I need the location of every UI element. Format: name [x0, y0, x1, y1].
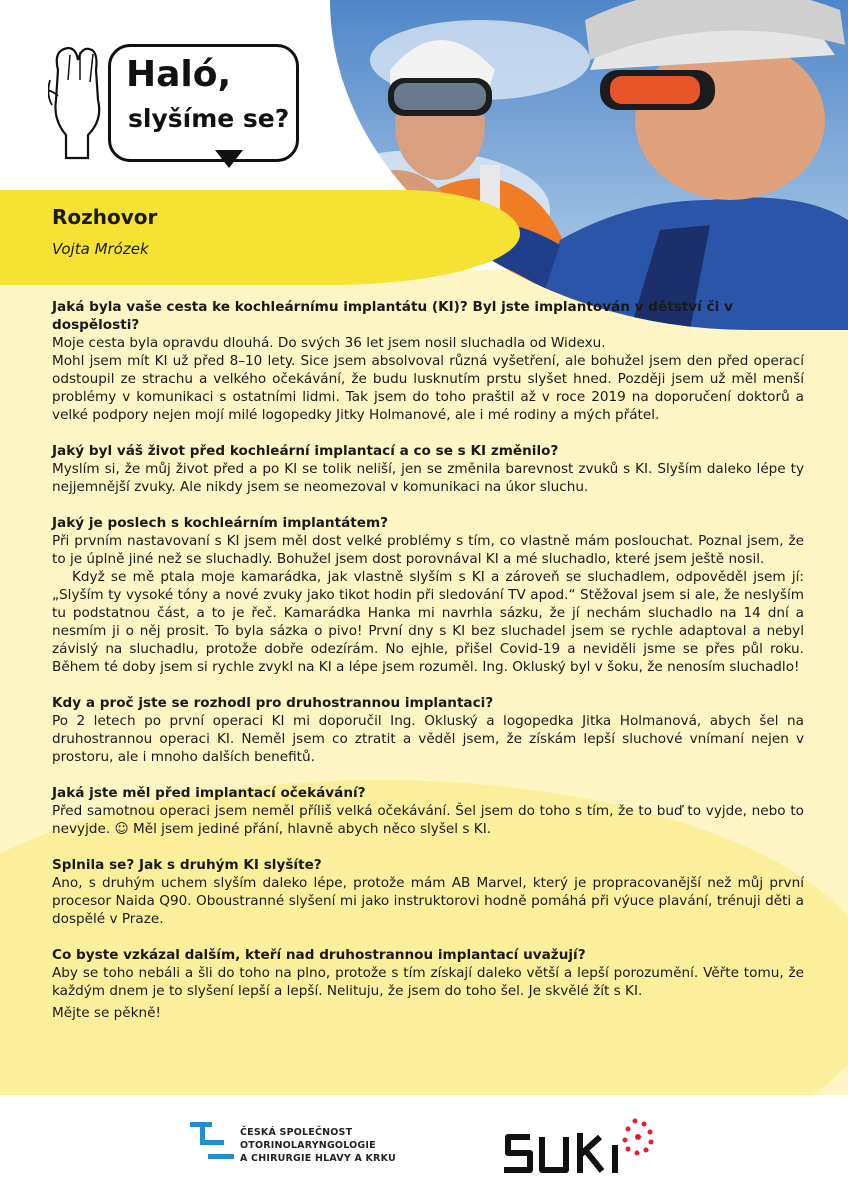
footer — [0, 1095, 848, 1200]
author-name: Vojta Mrózek — [52, 240, 149, 258]
speech-bubble-tail — [215, 150, 243, 168]
section-title: Rozhovor — [52, 205, 158, 229]
qa-block — [52, 856, 804, 928]
csl-logo-icon — [190, 1120, 234, 1162]
qa-block — [52, 946, 804, 1000]
answer-paragraph: Po 2 letech po první operaci KI mi doporučil Ing. Okluský a logopedka Jitka Holmanová, abych šel na druhostrannou operaci KI. Neměl jsem co ztratit a věděl jsem, že získám lepší sluchové vnímaní nejen v prostoru, ale i mnoho dalších benefitů. — [52, 713, 804, 765]
closing-line: Mějte se pěkně! — [52, 1005, 161, 1021]
qa-block — [52, 784, 804, 838]
answer-paragraph: Mohl jsem mít KI už před 8–10 lety. Sice jsem absolvoval různá vyšetření, ale bohužel jsem den před operací odstoupil ze strachu a velkého očekávání, že budu lusknutím prstu slyšet hned. Později jsem už měl menší problémy v komunikaci s ostatními lidmi. Tak jsem do toho praštil až v roce 2019 na doporučení doktorů a velké podpory nejen mojí milé logopedky Jitky Holmanové, ale i mé rodiny a mých přátel. — [52, 353, 804, 423]
qa-block — [52, 298, 804, 424]
qa-block — [52, 694, 804, 766]
answer-paragraph: Moje cesta byla opravdu dlouhá. Do svých 36 let jsem nosil sluchadla od Widexu. — [52, 335, 606, 351]
answer-paragraph: Myslím si, že můj život před a po KI se tolik neliší, jen se změnila barevnost zvuků s KI. Slyším daleko lépe ty nejjemnější zvuky. Ale nikdy jsem se neomezoval v komunikaci na úkor sluchu. — [52, 461, 804, 495]
question: Jaký byl váš život před kochleární implantací a co se s KI změnilo? — [52, 443, 559, 459]
qa-block — [52, 442, 804, 496]
csl-society-name — [240, 1126, 396, 1165]
question: Jaký je poslech s kochleárním implantátem? — [52, 515, 389, 531]
answer-paragraph: Aby se toho nebáli a šli do toho na plno, protože s tím získají daleko větší a lepší porozumění. Věřte tomu, že každým dnem je to slyšení lepší a lepší. Nelituju, že jsem do toho šel. Je skvělé žít s KI. — [52, 965, 804, 999]
bubble-title-line1: Haló, — [126, 54, 232, 95]
suki-logo — [500, 1115, 660, 1180]
qa-block — [52, 514, 804, 676]
answer-paragraph: Při prvním nastavovaní s KI jsem měl dost velké problémy s tím, co vlastně mám poslouchat. Poznal jsem, že to je úplně jiné než se sluchadly. Bohužel jsem dost porovnával KI a mé sluchadlo, které jsem ještě nosil. — [52, 533, 804, 567]
question: Jaká jste měl před implantací očekávání? — [52, 785, 366, 801]
answer-paragraph: Když se mě ptala moje kamarádka, jak vlastně slyším s KI a zároveň se sluchadlem, odpověděl jsem jí: „Slyším ty vysoké tóny a nové zvuky jako tikot hodin při sledování TV apod.“ Stěžoval jsem si ale, že neslyším tu podstatnou část, a to je řeč. Kamarádka Hanka mi navrhla sázku, že jí nechám sluchadlo na 14 dní a nesmím ji o něj prosit. To byla sázka o pivo! První dny s KI bez sluchadel jsem se rychle adaptoval a nebyl závislý na sluchadlu, protože dobře odezírám. No ejhle, přišel Covid-19 a neviděli jsme se přes půl roku. Během té doby jsem si rychle zvykl na KI a lépe jsem rozuměl. Ing. Okluský byl v šoku, že nenosím sluchadlo! — [52, 569, 804, 675]
bubble-title-line2: slyšíme se? — [128, 104, 290, 133]
interview-content — [52, 298, 804, 1022]
question: Kdy a proč jste se rozhodl pro druhostrannou implantaci? — [52, 695, 494, 711]
csl-line: A CHIRURGIE HLAVY A KRKU — [240, 1153, 396, 1164]
question: Splnila se? Jak s druhým KI slyšíte? — [52, 857, 322, 873]
csl-line: OTORINOLARYNGOLOGIE — [240, 1140, 376, 1151]
answer-paragraph: Ano, s druhým uchem slyším daleko lépe, protože mám AB Marvel, který je propracovanější než můj první procesor Naida Q90. Oboustranné slyšení mi jako instruktorovi hodně pomáhá při výuce plavání, trénuji děti a dospělé v Praze. — [52, 875, 804, 927]
answer-paragraph: Před samotnou operaci jsem neměl příliš velká očekávání. Šel jsem do toho s tím, že to buď to vyjde, nebo to nevyjde. ☺ Měl jsem jediné přání, hlavně abych něco slyšel s KI. — [52, 803, 804, 837]
csl-line: ČESKÁ SPOLEČNOST — [240, 1127, 353, 1138]
question: Jaká byla vaše cesta ke kochleárnímu implantátu (KI)? Byl jste implantován v dětství či v dospělosti? — [52, 299, 733, 333]
question: Co byste vzkázal dalším, kteří nad druhostrannou implantací uvažují? — [52, 947, 586, 963]
